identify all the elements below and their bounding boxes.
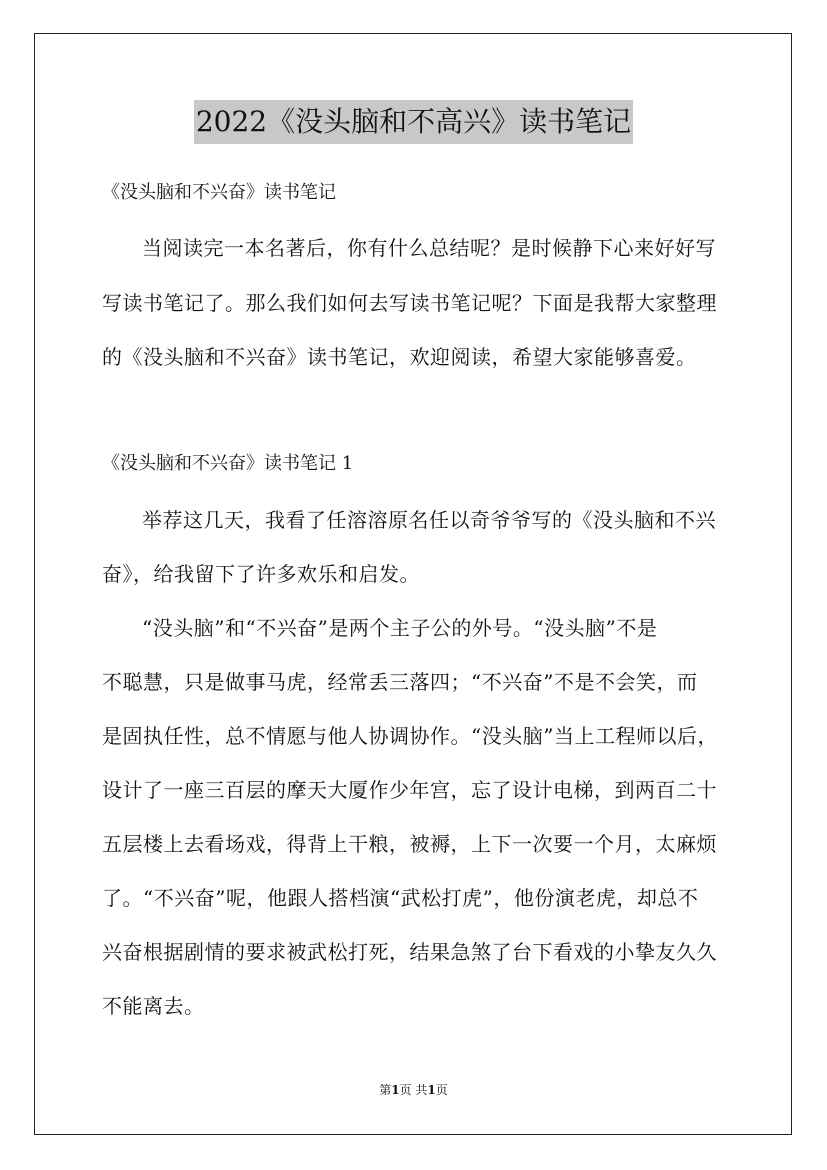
intro-line-3: 的《没头脑和不兴奋》读书笔记，欢迎阅读，希望大家能够喜爱。 — [102, 345, 697, 369]
para2-line-2: 不聪慧，只是做事马虎，经常丢三落四；“不兴奋”不是不会笑，而 — [102, 670, 698, 694]
para2-line-7: 兴奋根据剧情的要求被武松打死，结果急煞了台下看戏的小挚友久久 — [102, 940, 717, 964]
document-title: 2022《没头脑和不高兴》读书笔记 — [194, 100, 633, 144]
para2-line-6: 了。“不兴奋”呢，他跟人搭档演“武松打虎”，他份演老虎，却总不 — [102, 886, 699, 910]
para2-line-4: 设计了一座三百层的摩天大厦作少年宫，忘了设计电梯，到两百二十 — [102, 778, 717, 802]
footer-page-current: 1 — [391, 1083, 400, 1097]
footer-page-total: 1 — [427, 1083, 436, 1097]
intro-line-2: 写读书笔记了。那么我们如何去写读书笔记呢？下面是我帮大家整理 — [102, 291, 717, 315]
para1-line-2: 奋》，给我留下了许多欢乐和启发。 — [102, 562, 420, 586]
para2-line-5: 五层楼上去看场戏，得背上干粮，被褥，上下一次要一个月，太麻烦 — [102, 832, 717, 856]
page-footer — [0, 1082, 827, 1098]
document-subtitle: 《没头脑和不兴奋》读书笔记 — [102, 182, 336, 203]
para2-line-8: 不能离去。 — [102, 994, 205, 1018]
section-heading: 《没头脑和不兴奋》读书笔记 1 — [102, 453, 354, 474]
para2-line-3: 是固执任性，总不情愿与他人协调协作。“没头脑”当上工程师以后， — [102, 724, 718, 748]
title-container — [0, 100, 827, 144]
footer-mid: 页 共 — [399, 1083, 428, 1097]
para1-line-1: 举荐这几天，我看了任溶溶原名任以奇爷爷写的《没头脑和不兴 — [142, 508, 716, 532]
para2-line-1: “没头脑”和“不兴奋”是两个主子公的外号。“没头脑”不是 — [142, 616, 658, 640]
footer-prefix: 第 — [379, 1083, 392, 1097]
footer-suffix: 页 — [435, 1083, 448, 1097]
intro-line-1: 当阅读完一本名著后，你有什么总结呢？是时候静下心来好好写 — [142, 236, 716, 260]
